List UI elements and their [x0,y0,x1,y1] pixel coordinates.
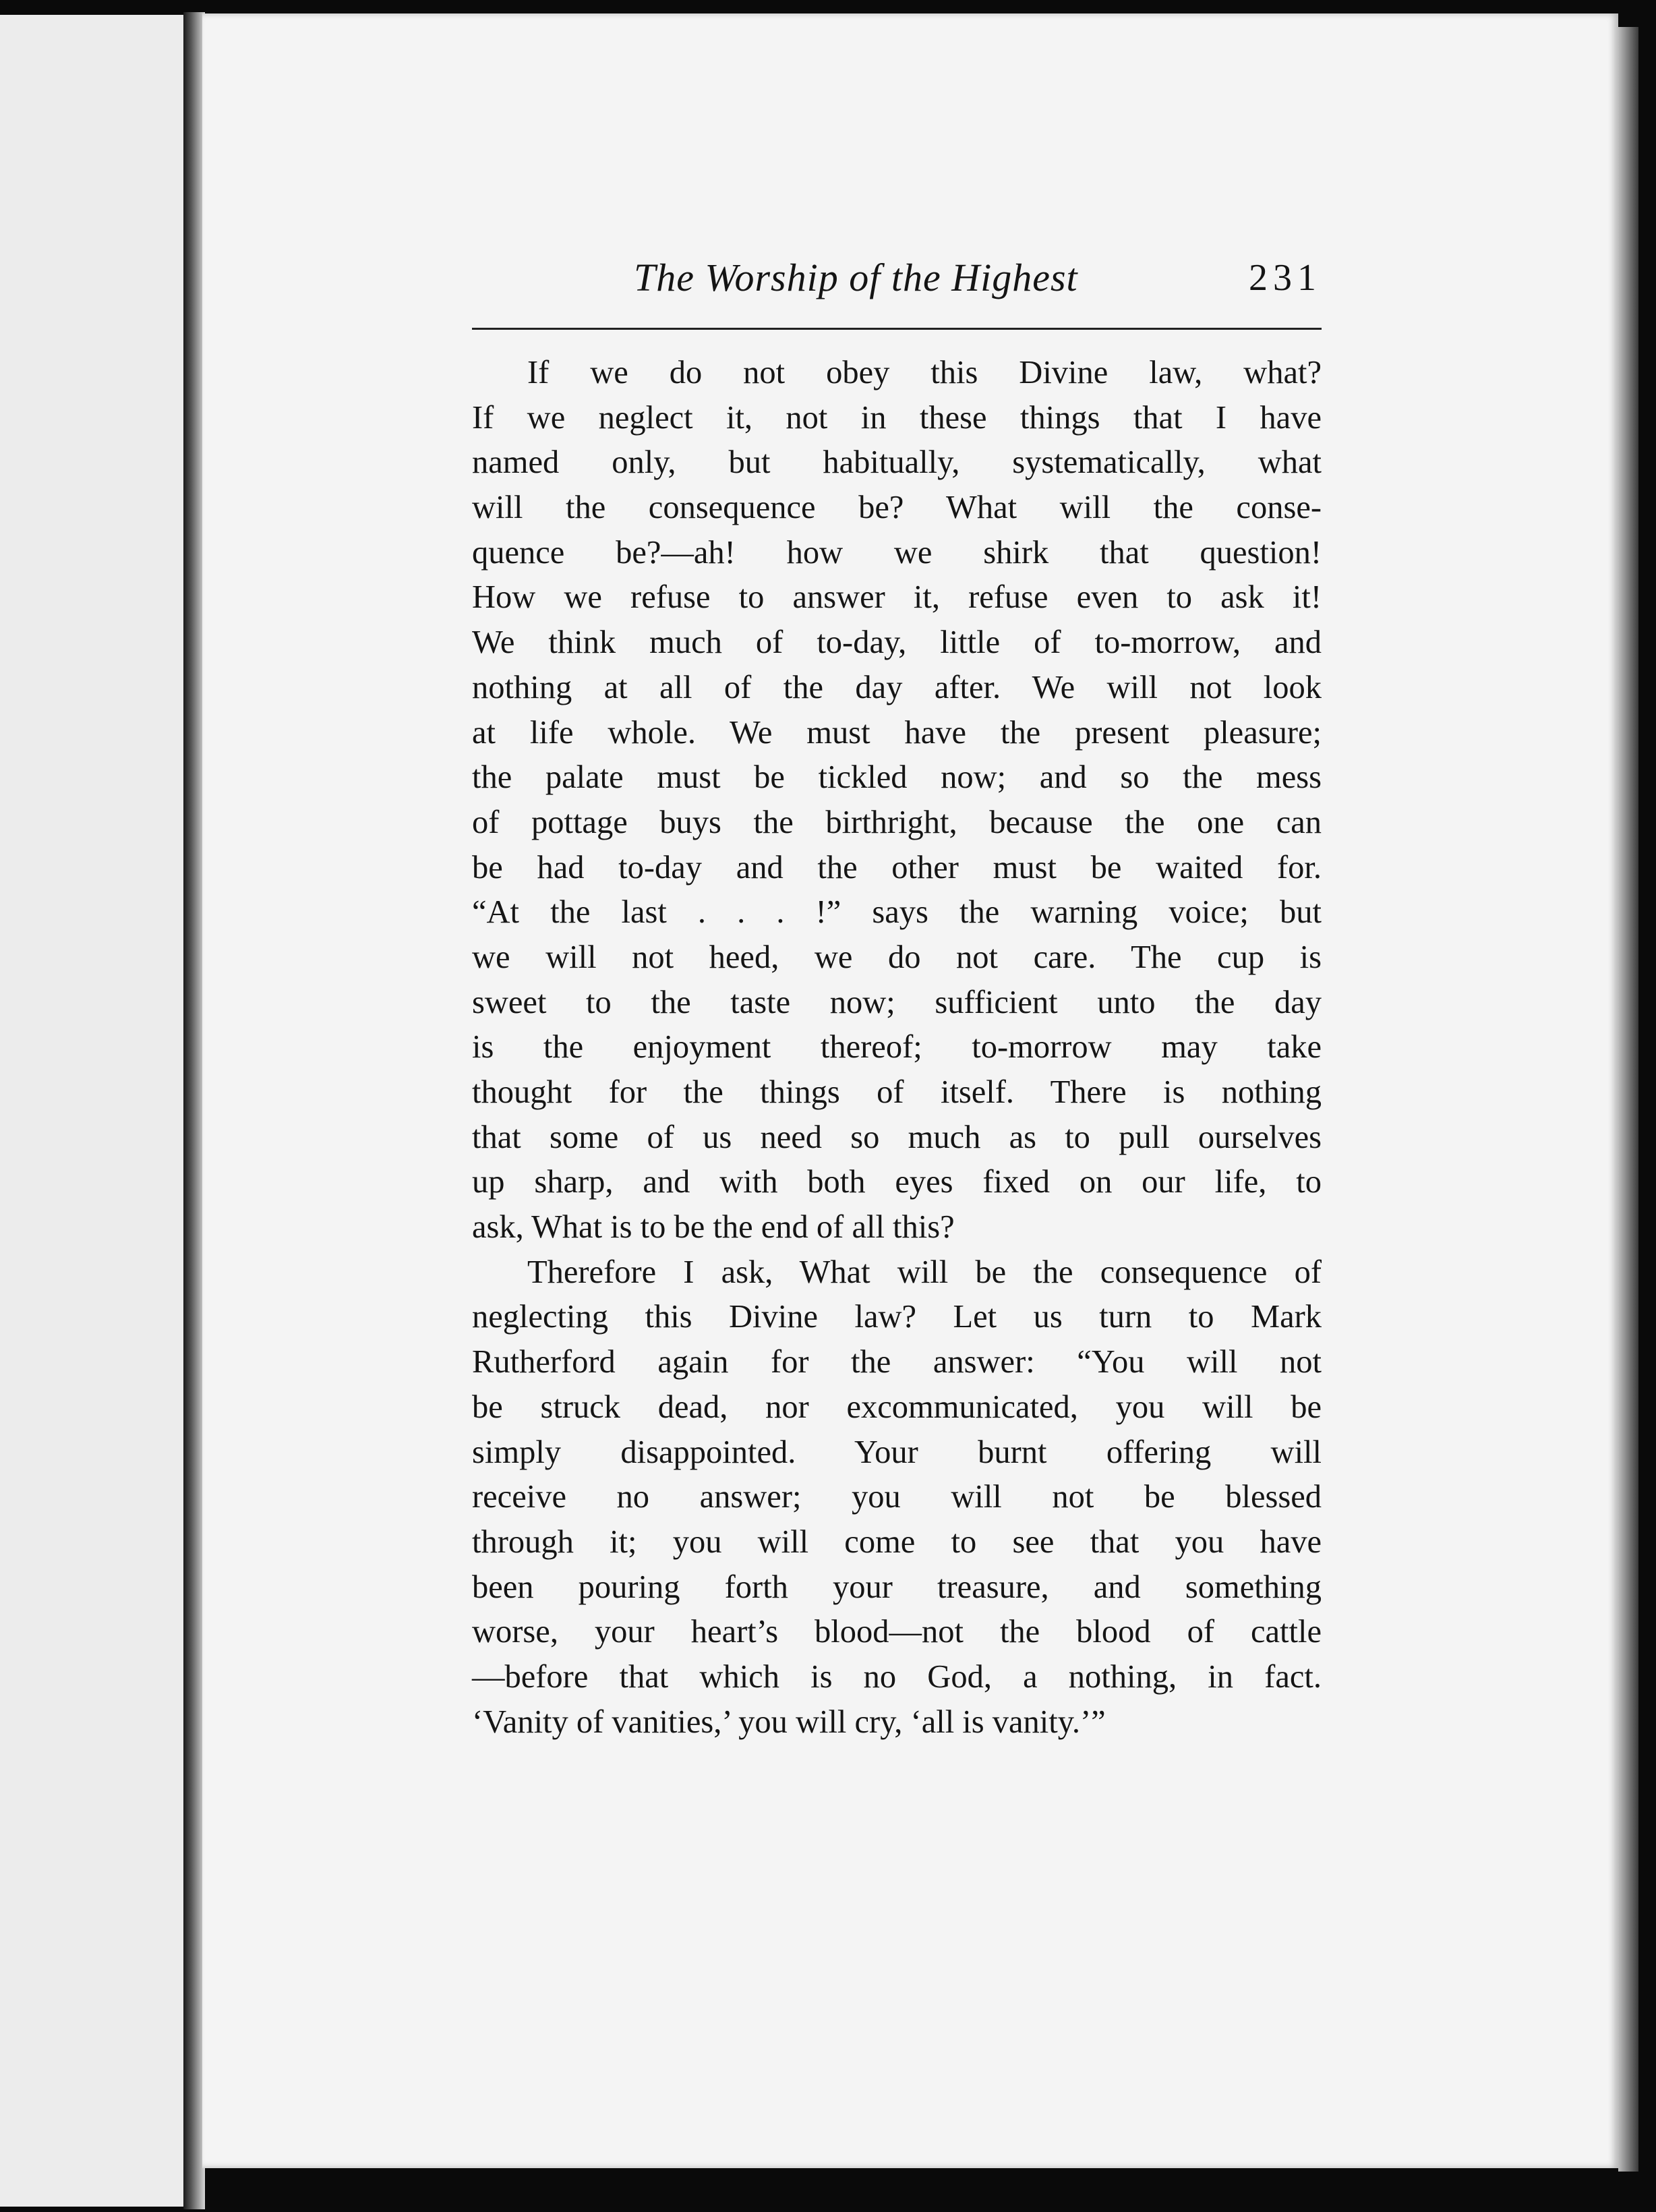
text-line: Therefore I ask, What will be the consequence of [527,1254,1322,1290]
body-text [472,351,1322,1745]
text-line: be had to-day and the other must be waited for. [472,849,1322,885]
text-line: through it; you will come to see that you have [472,1523,1322,1560]
text-line: named only, but habitually, systematically, what [472,444,1322,481]
text-line: Rutherford again for the answer: “You will not [472,1344,1322,1380]
text-line: —before that which is no God, a nothing, in fact. [472,1658,1322,1695]
text-line: is the enjoyment thereof; to-morrow may take [472,1029,1322,1066]
text-line: ‘Vanity of vanities,’ you will cry, ‘all is vanity.’” [472,1704,1106,1740]
text-line: If we neglect it, not in these things that I have [472,399,1322,436]
text-line: nothing at all of the day after. We will not look [472,669,1322,705]
text-line: that some of us need so much as to pull ourselves [472,1119,1322,1155]
text-line: We think much of to-day, little of to-morrow, and [472,624,1322,661]
text-line: simply disappointed. Your burnt offering will [472,1434,1322,1470]
text-line: thought for the things of itself. There is nothing [472,1074,1322,1110]
text-line: How we refuse to answer it, refuse even to ask it! [472,579,1322,616]
text-line: we will not heed, we do not care. The cup is [472,939,1322,975]
page-number: 231 [1249,257,1322,299]
text-line: sweet to the taste now; sufficient unto the day [472,984,1322,1020]
text-line: If we do not obey this Divine law, what? [527,355,1322,390]
text-line: receive no answer; you will not be blessed [472,1479,1322,1515]
text-line: “At the last . . . !” says the warning voice; but [472,894,1322,931]
text-line: at life whole. We must have the present pleasure; [472,714,1322,751]
header-rule [472,328,1322,330]
text-line: worse, your heart’s blood—not the blood of cattle [472,1614,1322,1650]
text-line: quence be?—ah! how we shirk that question! [472,534,1322,571]
facing-page [0,15,183,2207]
text-line: of pottage buys the birthright, because the one can [472,804,1322,840]
text-line: neglecting this Divine law? Let us turn to Mark [472,1299,1322,1335]
running-title: The Worship of the Highest [634,256,1078,299]
text-line: been pouring forth your treasure, and something [472,1569,1322,1605]
text-line: up sharp, and with both eyes fixed on our life, to [472,1164,1322,1200]
running-header [472,255,1322,316]
page-edge [1618,27,1638,2172]
text-line: will the consequence be? What will the conse- [472,490,1322,526]
text-line: the palate must be tickled now; and so the mess [472,759,1322,796]
text-line: be struck dead, nor excommunicated, you will be [472,1389,1322,1425]
text-line: ask, What is to be the end of all this? [472,1209,955,1246]
